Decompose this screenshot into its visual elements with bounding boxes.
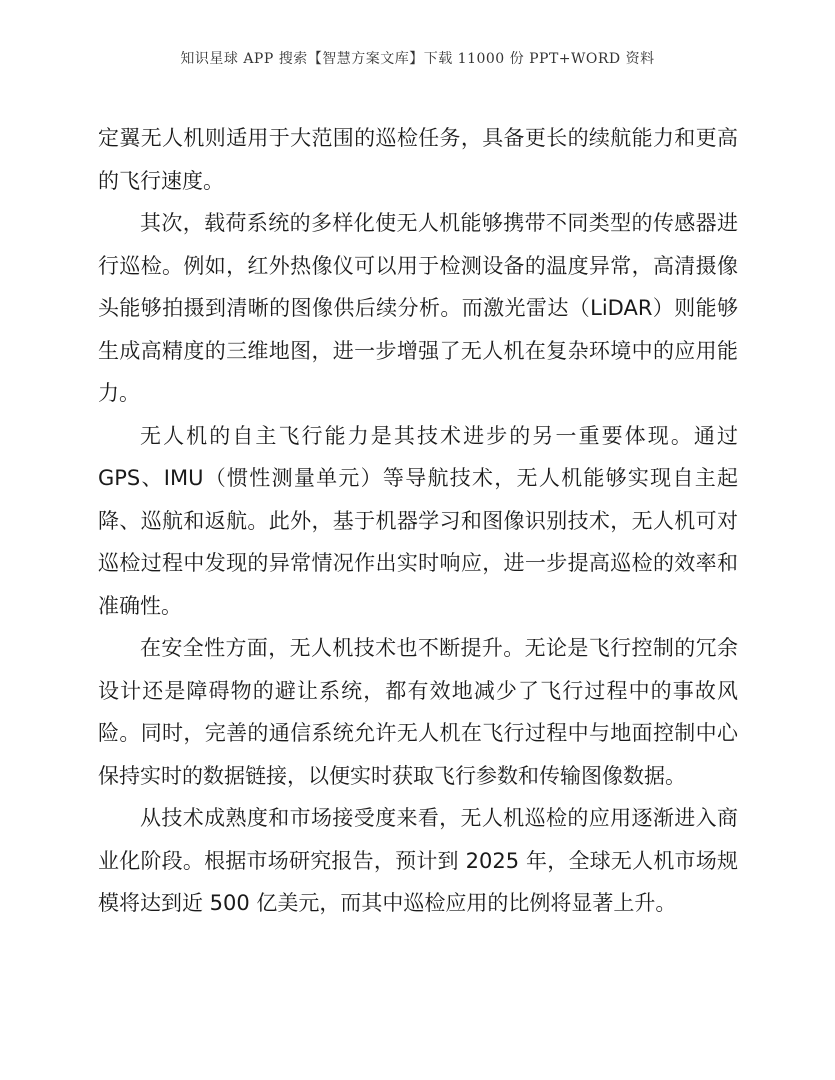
document-body [98, 117, 738, 925]
page-header: 知识星球 APP 搜索【智慧方案文库】下载 11000 份 PPT+WORD 资料 [180, 51, 655, 67]
paragraph-market: 从技术成熟度和市场接受度来看，无人机巡检的应用逐渐进入商业化阶段。根据市场研究报告，预计到 2025 年，全球无人机市场规模将达到近 500 亿美元，而其中巡检应用的比例将显著上升。 [98, 806, 738, 915]
paragraph-safety: 在安全性方面，无人机技术也不断提升。无论是飞行控制的冗余设计还是障碍物的避让系统，都有效地减少了飞行过程中的事故风险。同时，完善的通信系统允许无人机在飞行过程中与地面控制中心保持实时的数据链接，以便实时获取飞行参数和传输图像数据。 [98, 636, 738, 788]
paragraph-autonomous-flight: 无人机的自主飞行能力是其技术进步的另一重要体现。通过 GPS、IMU（惯性测量单元）等导航技术，无人机能够实现自主起降、巡航和返航。此外，基于机器学习和图像识别技术，无人机可对巡检过程中发现的异常情况作出实时响应，进一步提高巡检的效率和准确性。 [98, 423, 738, 618]
paragraph-payload-sensors: 其次，载荷系统的多样化使无人机能够携带不同类型的传感器进行巡检。例如，红外热像仪可以用于检测设备的温度异常，高清摄像头能够拍摄到清晰的图像供后续分析。而激光雷达（LiDAR）则能够生成高精度的三维地图，进一步增强了无人机在复杂环境中的应用能力。 [98, 211, 738, 405]
paragraph-continuation: 定翼无人机则适用于大范围的巡检任务，具备更长的续航能力和更高的飞行速度。 [98, 126, 738, 193]
